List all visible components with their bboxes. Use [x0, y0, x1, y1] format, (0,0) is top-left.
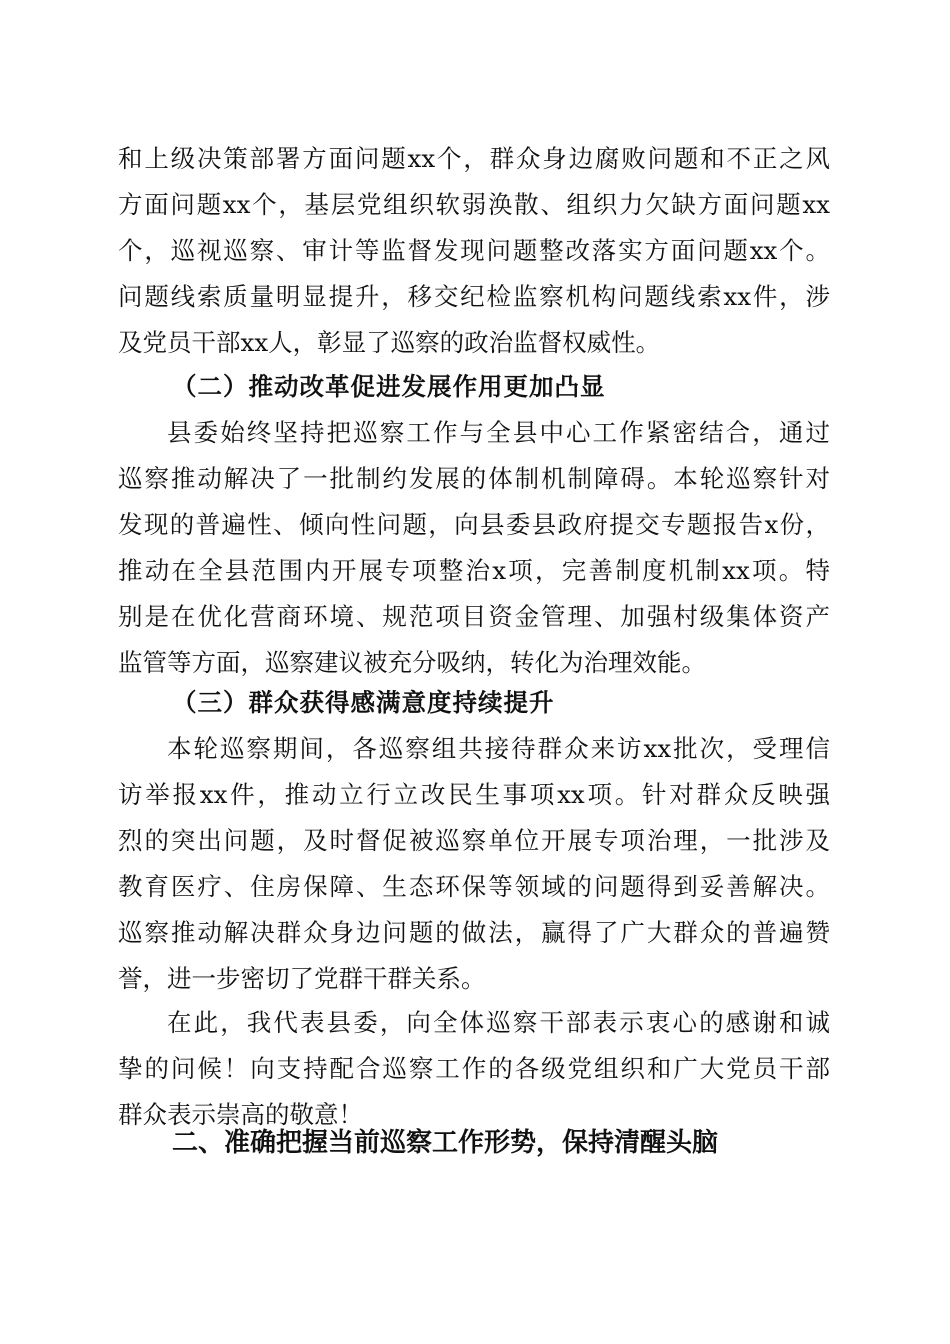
- text-line: 县委始终坚持把巡察工作与全县中心工作紧密结合，通过: [167, 418, 830, 447]
- paragraph-public-satisfaction: [118, 726, 830, 1002]
- text-line: 监管等方面，巡察建议被充分吸纳，转化为治理效能。: [118, 648, 706, 677]
- paragraph-achievements-continued: [118, 136, 830, 366]
- section-heading-2: 二、准确把握当前巡察工作形势，保持清醒头脑: [172, 1128, 719, 1158]
- text-line: 别是在优化营商环境、规范项目资金管理、加强村级集体资产: [118, 602, 830, 631]
- text-line: 个，巡视巡察、审计等监督发现问题整改落实方面问题xx个。: [118, 236, 830, 265]
- text-line: 挚的问候！向支持配合巡察工作的各级党组织和广大党员干部: [118, 1054, 830, 1083]
- subheading-reform-development: （二）推动改革促进发展作用更加凸显: [172, 372, 606, 401]
- text-line: 烈的突出问题，及时督促被巡察单位开展专项治理，一批涉及: [118, 826, 830, 855]
- text-line: 和上级决策部署方面问题xx个，群众身边腐败问题和不正之风: [118, 144, 830, 173]
- text-line: 誉，进一步密切了党群干群关系。: [118, 964, 486, 993]
- text-line: 巡察推动解决群众身边问题的做法，赢得了广大群众的普遍赞: [118, 918, 830, 947]
- text-line: 方面问题xx个，基层党组织软弱涣散、组织力欠缺方面问题xx: [118, 190, 830, 219]
- text-line: 访举报xx件，推动立行立改民生事项xx项。针对群众反映强: [118, 780, 830, 809]
- paragraph-thanks: [118, 1000, 830, 1138]
- text-line: 推动在全县范围内开展专项整治x项，完善制度机制xx项。特: [118, 556, 830, 585]
- text-line: 问题线索质量明显提升，移交纪检监察机构问题线索xx件，涉: [118, 282, 830, 311]
- text-line: 群众表示崇高的敬意！: [118, 1100, 363, 1129]
- text-line: 在此，我代表县委，向全体巡察干部表示衷心的感谢和诚: [167, 1008, 830, 1037]
- text-line: 及党员干部xx人，彰显了巡察的政治监督权威性。: [118, 328, 661, 357]
- paragraph-reform-development: [118, 410, 830, 686]
- text-line: 本轮巡察期间，各巡察组共接待群众来访xx批次，受理信: [167, 734, 830, 763]
- subheading-public-satisfaction: （三）群众获得感满意度持续提升: [172, 688, 555, 717]
- text-line: 巡察推动解决了一批制约发展的体制机制障碍。本轮巡察针对: [118, 464, 830, 493]
- text-line: 教育医疗、住房保障、生态环保等领域的问题得到妥善解决。: [118, 872, 830, 901]
- text-line: 发现的普遍性、倾向性问题，向县委县政府提交专题报告x份，: [118, 510, 830, 539]
